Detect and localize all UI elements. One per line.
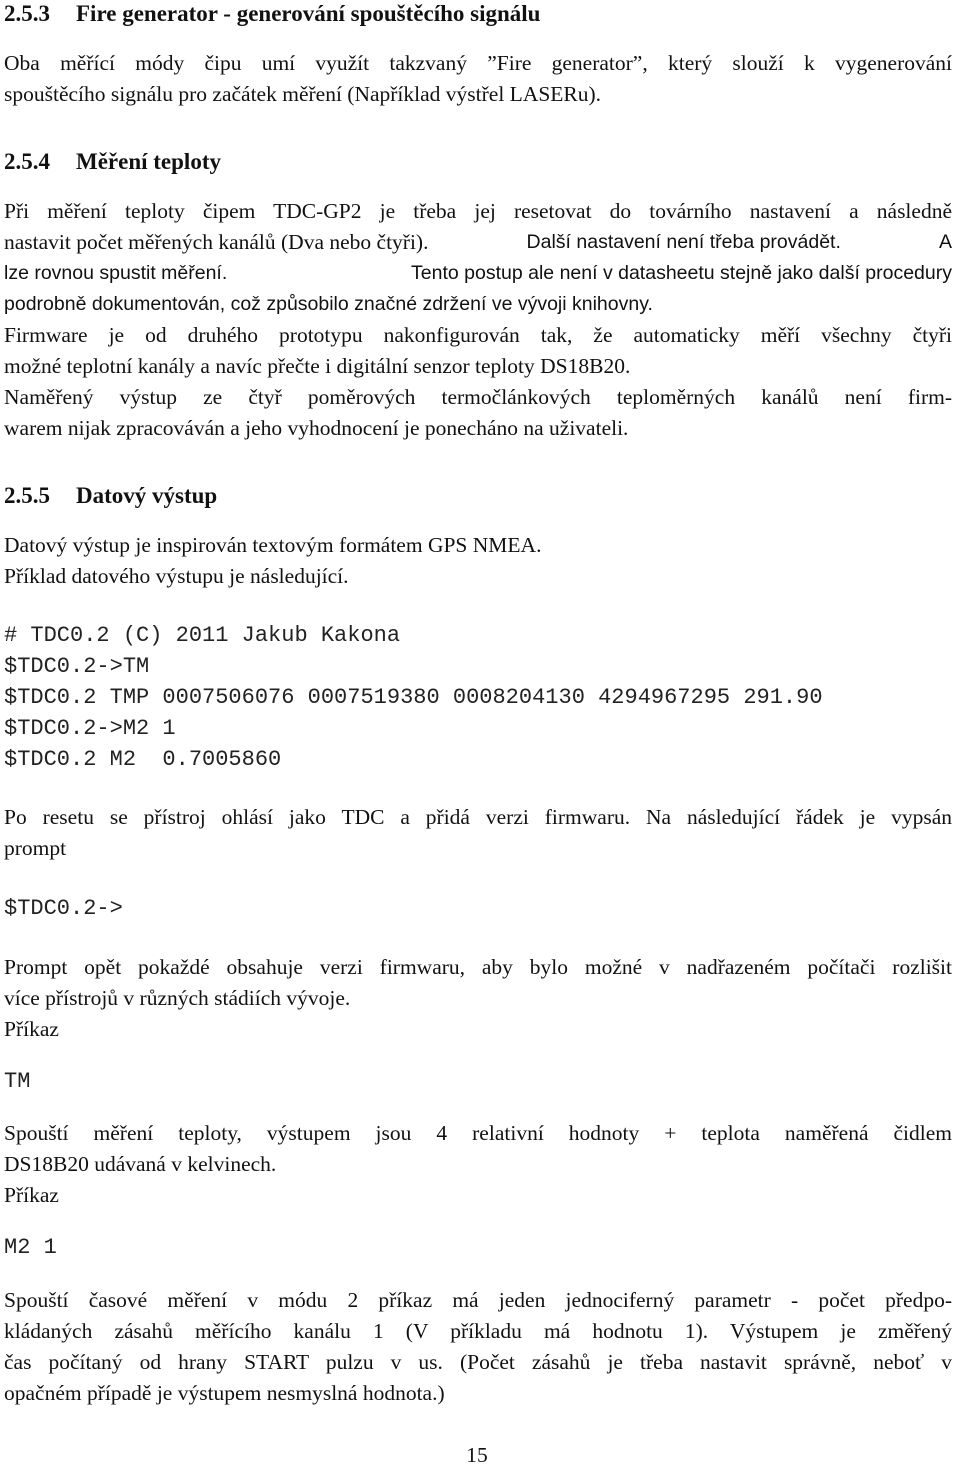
text-line: čas počítaný od hrany START pulzu v us. (Počet zásahů je třeba nastavit správně, neboť v xyxy=(4,1350,952,1374)
text-line: spouštěcího signálu pro začátek měření (Například výstřel LASERu). xyxy=(4,82,602,106)
text-line: Spouští měření teploty, výstupem jsou 4 relativní hodnoty + teplota naměřená čidlem xyxy=(4,1121,952,1145)
code-line: # TDC0.2 (C) 2011 Jakub Kakona xyxy=(4,623,401,648)
code-line: $TDC0.2->TM xyxy=(4,654,150,679)
paragraph-firmware xyxy=(4,320,952,382)
text-line: Příkaz xyxy=(4,1183,59,1207)
paragraph-teplota xyxy=(4,196,952,320)
text-line: DS18B20 udávaná v kelvinech. xyxy=(4,1152,277,1176)
text-line: Při měření teploty čipem TDC-GP2 je třeba jej resetovat do továrního nastavení a následně xyxy=(4,199,952,223)
text-line: více přístrojů v různých stádiích vývoje. xyxy=(4,986,351,1010)
text-line: prompt xyxy=(4,836,67,860)
code-line: $TDC0.2-> xyxy=(4,896,123,921)
text-line: Spouští časové měření v módu 2 příkaz má jeden jednociferný parametr - počet předpo- xyxy=(4,1288,952,1312)
text-line: nastavit počet měřených kanálů (Dva nebo čtyři). xyxy=(4,230,429,254)
section-title: Fire generator - generování spouštěcího signálu xyxy=(76,1,541,26)
text-line: Prompt opět pokaždé obsahuje verzi firmwaru, aby bylo možné v nadřazeném počítači rozlišit xyxy=(4,955,952,979)
section-heading-fire-generator xyxy=(4,0,540,28)
text-line: Naměřený výstup ze čtyř poměrových termočlánkových teploměrných kanálů není firm- xyxy=(4,385,952,409)
paragraph-cmd1-desc xyxy=(4,1118,952,1211)
code-command-tm xyxy=(4,1066,30,1097)
text-line: možné teplotní kanály a navíc přečte i digitální senzor teploty DS18B20. xyxy=(4,354,631,378)
paragraph-reset xyxy=(4,802,952,864)
code-command-m2 xyxy=(4,1232,57,1263)
code-line: TM xyxy=(4,1069,31,1094)
paragraph-datovy-intro xyxy=(4,530,952,592)
text-line: Datový výstup je inspirován textovým formátem GPS NMEA. xyxy=(4,533,542,557)
text-line: warem nijak zpracováván a jeho vyhodnocení je ponecháno na uživateli. xyxy=(4,416,629,440)
text-line-sans: A xyxy=(938,231,952,253)
code-prompt xyxy=(4,893,123,924)
section-number: 2.5.4 xyxy=(4,149,50,174)
text-line: Příkaz xyxy=(4,1017,59,1041)
section-number: 2.5.5 xyxy=(4,483,50,508)
section-heading-mereni-teploty xyxy=(4,148,221,176)
text-line: Firmware je od druhého prototypu nakonfigurován tak, že automaticky měří všechny čtyři xyxy=(4,323,952,347)
paragraph-fire-generator xyxy=(4,48,952,110)
code-block-example-output xyxy=(4,620,823,775)
paragraph-prompt-desc xyxy=(4,952,952,1045)
text-line-sans: Tento postup ale není v datasheetu stejně jako další procedury xyxy=(411,262,952,284)
text-line: Oba měřící módy čipu umí využít takzvaný ”Fire generator”, který slouží k vygenerování xyxy=(4,51,952,75)
paragraph-vystup xyxy=(4,382,952,444)
text-line: opačném případě je výstupem nesmyslná hodnota.) xyxy=(4,1381,445,1405)
code-line: $TDC0.2 TMP 0007506076 0007519380 0008204130 4294967295 291.90 xyxy=(4,685,823,710)
code-line: $TDC0.2 M2 0.7005860 xyxy=(4,747,282,772)
section-number: 2.5.3 xyxy=(4,1,50,26)
code-line: M2 1 xyxy=(4,1235,57,1260)
text-line-sans: lze rovnou spustit měření. xyxy=(4,262,228,284)
text-line: kládaných zásahů měřícího kanálu 1 (V příkladu má hodnotu 1). Výstupem je změřený xyxy=(4,1319,952,1343)
section-title: Datový výstup xyxy=(76,483,218,508)
text-line-sans: podrobně dokumentován, což způsobilo značné zdržení ve vývoji knihovny. xyxy=(4,293,653,315)
code-line: $TDC0.2->M2 1 xyxy=(4,716,176,741)
page-number: 15 xyxy=(466,1443,488,1467)
section-heading-datovy-vystup xyxy=(4,482,217,510)
section-title: Měření teploty xyxy=(76,149,221,174)
paragraph-cmd2-desc xyxy=(4,1285,952,1409)
text-line: Po resetu se přístroj ohlásí jako TDC a přidá verzi firmwaru. Na následující řádek je vypsán xyxy=(4,805,952,829)
text-line: Příklad datového výstupu je následující. xyxy=(4,564,349,588)
text-line-sans: Další nastavení není třeba provádět. xyxy=(526,231,841,253)
